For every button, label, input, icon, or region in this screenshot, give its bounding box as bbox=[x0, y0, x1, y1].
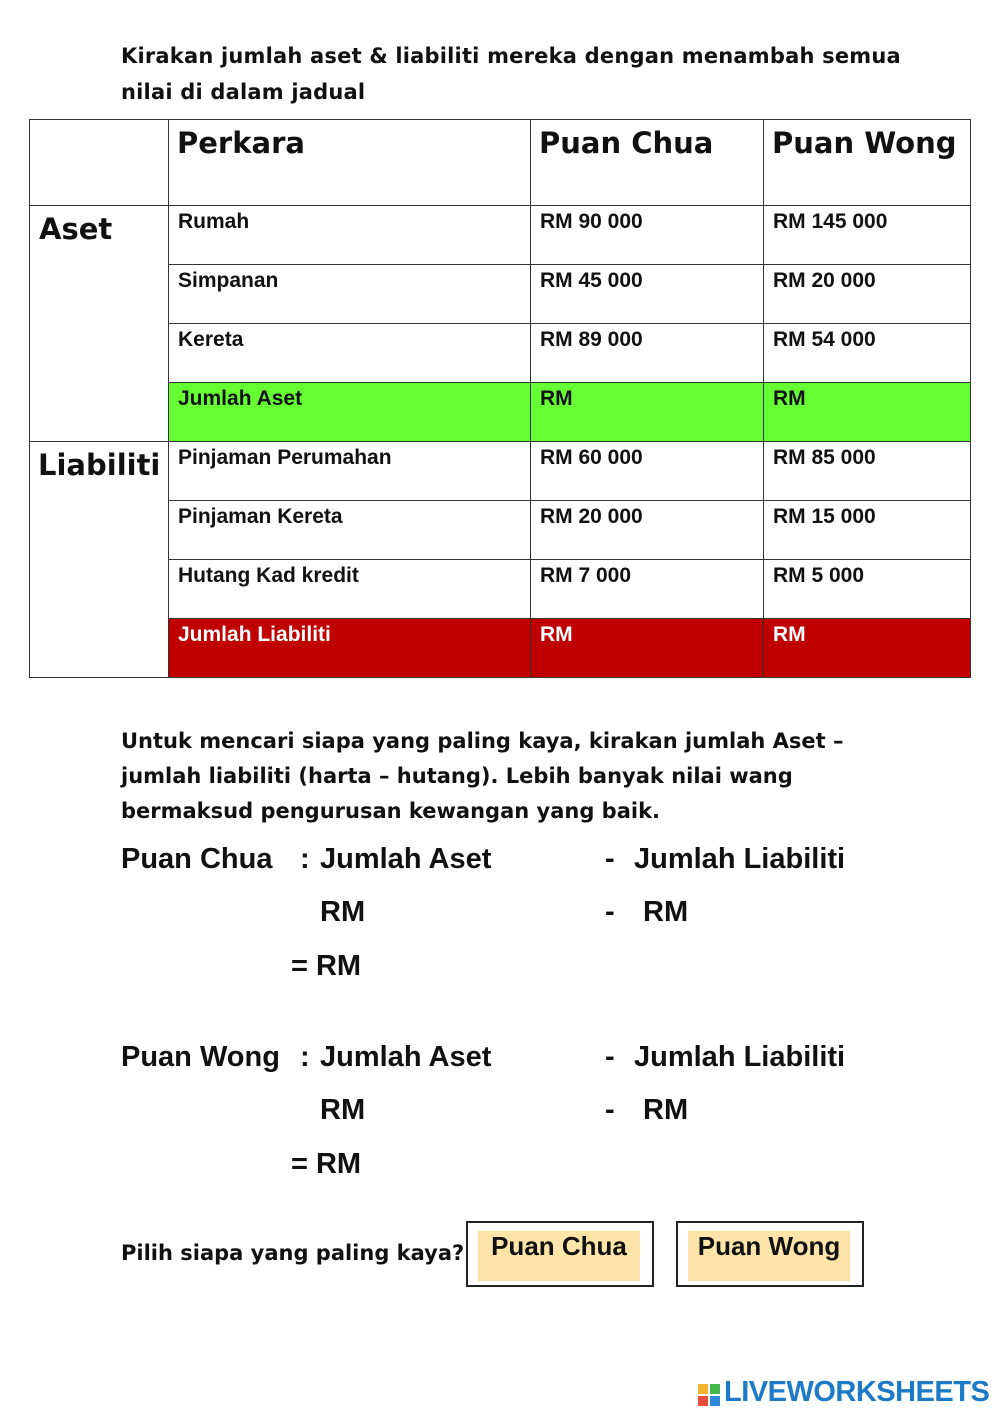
choice-puan-wong-label: Puan Wong bbox=[688, 1231, 850, 1281]
calc-wong-aset-input[interactable]: RM bbox=[320, 1094, 366, 1126]
calc-chua-liab-label: Jumlah Liabiliti bbox=[634, 843, 846, 875]
explanation-line-3: bermaksud pengurusan kewangan yang baik. bbox=[121, 799, 661, 823]
calc-chua-aset-label: Jumlah Aset bbox=[320, 843, 492, 875]
item-cell: Pinjaman Kereta bbox=[169, 501, 531, 560]
table-row bbox=[30, 206, 971, 265]
header-blank-cell bbox=[30, 120, 169, 206]
calc-chua-liab-input[interactable]: RM bbox=[643, 896, 689, 928]
explanation-line-2: jumlah liabiliti (harta – hutang). Lebih banyak nilai wang bbox=[121, 764, 793, 788]
liveworksheets-logo-icon bbox=[698, 1384, 720, 1406]
jumlah-aset-wong-input[interactable]: RM bbox=[764, 383, 971, 442]
jumlah-liabiliti-chua-input[interactable]: RM bbox=[531, 619, 764, 678]
calc-wong-result-input[interactable]: = RM bbox=[291, 1148, 362, 1180]
item-cell: Pinjaman Perumahan bbox=[169, 442, 531, 501]
item-cell: Rumah bbox=[169, 206, 531, 265]
chua-value-cell: RM 45 000 bbox=[531, 265, 764, 324]
jumlah-liabiliti-wong-input[interactable]: RM bbox=[764, 619, 971, 678]
chua-value-cell: RM 20 000 bbox=[531, 501, 764, 560]
chua-value-cell: RM 90 000 bbox=[531, 206, 764, 265]
jumlah-aset-row bbox=[30, 383, 971, 442]
jumlah-liabiliti-label: Jumlah Liabiliti bbox=[169, 619, 531, 678]
instruction-line-1: Kirakan jumlah aset & liabiliti mereka dengan menambah semua bbox=[121, 44, 901, 68]
table-row bbox=[30, 324, 971, 383]
assets-liabilities-table bbox=[29, 119, 971, 678]
calc-wong-colon: : bbox=[300, 1041, 310, 1073]
calc-wong-aset-label: Jumlah Aset bbox=[320, 1041, 492, 1073]
calc-chua-name: Puan Chua bbox=[121, 843, 273, 875]
jumlah-aset-label: Jumlah Aset bbox=[169, 383, 531, 442]
table-row bbox=[30, 560, 971, 619]
instruction-text bbox=[121, 38, 901, 110]
calc-chua-minus: - bbox=[605, 843, 615, 875]
liveworksheets-brand: LIVEWORKSHEETS bbox=[724, 1376, 990, 1408]
explanation-text bbox=[121, 724, 861, 829]
liveworksheets-logo bbox=[698, 1376, 994, 1410]
liabiliti-category-cell: Liabiliti bbox=[30, 442, 169, 678]
calc-wong-minus: - bbox=[605, 1041, 615, 1073]
choice-puan-wong-button[interactable] bbox=[676, 1221, 864, 1287]
item-cell: Simpanan bbox=[169, 265, 531, 324]
table-header-row bbox=[30, 120, 971, 206]
wong-value-cell: RM 85 000 bbox=[764, 442, 971, 501]
wong-value-cell: RM 5 000 bbox=[764, 560, 971, 619]
header-puan-chua: Puan Chua bbox=[531, 120, 764, 206]
table-row bbox=[30, 442, 971, 501]
choice-puan-chua-label: Puan Chua bbox=[478, 1231, 640, 1281]
calc-chua-minus-2: - bbox=[605, 896, 615, 928]
question-text: Pilih siapa yang paling kaya? bbox=[121, 1241, 465, 1265]
explanation-line-1: Untuk mencari siapa yang paling kaya, kirakan jumlah Aset – bbox=[121, 729, 844, 753]
jumlah-aset-chua-input[interactable]: RM bbox=[531, 383, 764, 442]
wong-value-cell: RM 20 000 bbox=[764, 265, 971, 324]
calc-chua-aset-input[interactable]: RM bbox=[320, 896, 366, 928]
jumlah-liabiliti-row bbox=[30, 619, 971, 678]
aset-category-cell: Aset bbox=[30, 206, 169, 442]
calc-wong-liab-label: Jumlah Liabiliti bbox=[634, 1041, 846, 1073]
item-cell: Kereta bbox=[169, 324, 531, 383]
calc-wong-minus-2: - bbox=[605, 1094, 615, 1126]
wong-value-cell: RM 145 000 bbox=[764, 206, 971, 265]
calc-chua-result-input[interactable]: = RM bbox=[291, 950, 362, 982]
chua-value-cell: RM 7 000 bbox=[531, 560, 764, 619]
chua-value-cell: RM 60 000 bbox=[531, 442, 764, 501]
table-row bbox=[30, 265, 971, 324]
table-row bbox=[30, 501, 971, 560]
calc-wong-liab-input[interactable]: RM bbox=[643, 1094, 689, 1126]
calc-chua-colon: : bbox=[300, 843, 310, 875]
item-cell: Hutang Kad kredit bbox=[169, 560, 531, 619]
header-perkara: Perkara bbox=[169, 120, 531, 206]
wong-value-cell: RM 54 000 bbox=[764, 324, 971, 383]
header-puan-wong: Puan Wong bbox=[764, 120, 971, 206]
choice-puan-chua-button[interactable] bbox=[466, 1221, 654, 1287]
calc-wong-name: Puan Wong bbox=[121, 1041, 280, 1073]
instruction-line-2: nilai di dalam jadual bbox=[121, 80, 366, 104]
chua-value-cell: RM 89 000 bbox=[531, 324, 764, 383]
wong-value-cell: RM 15 000 bbox=[764, 501, 971, 560]
